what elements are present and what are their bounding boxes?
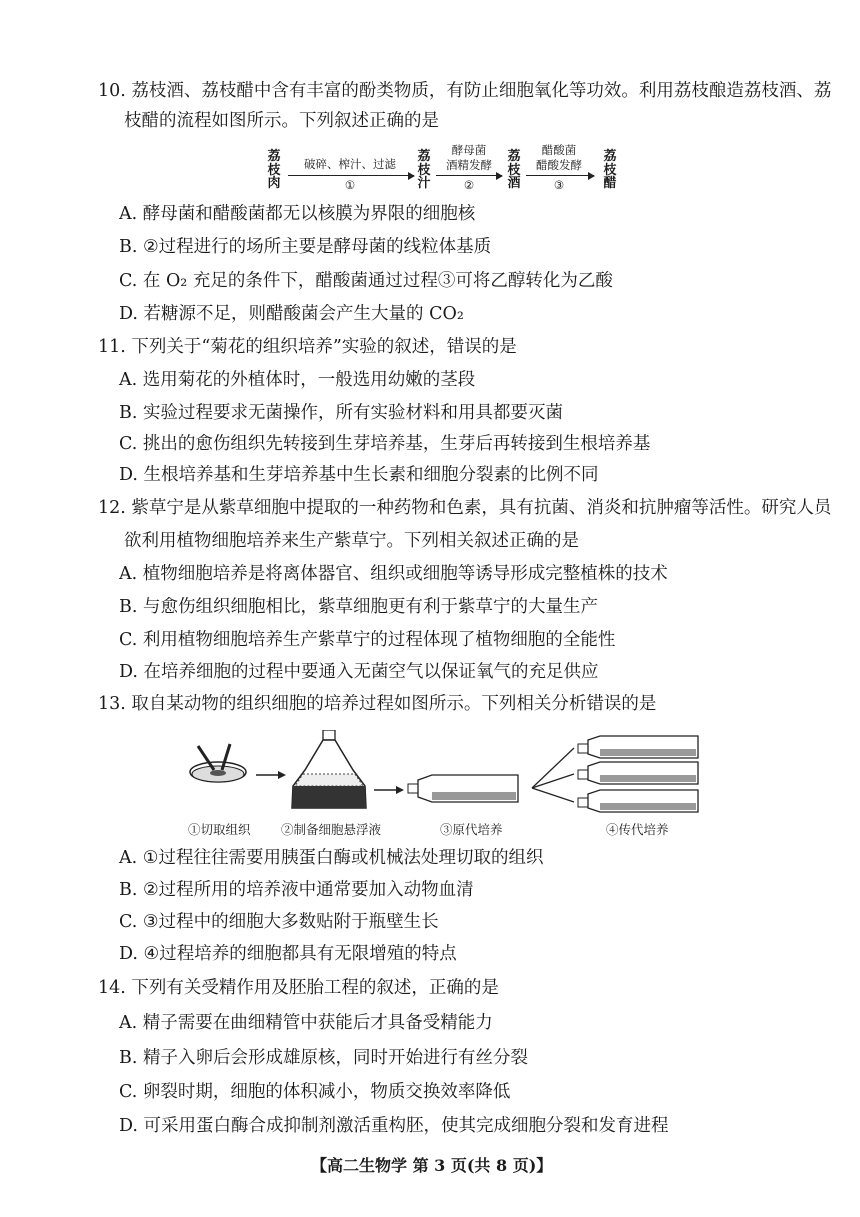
flow-step2-label2: 酒精发酵 <box>446 158 492 172</box>
flow-arrow-3 <box>526 175 594 176</box>
flow-step3-label1: 醋酸菌 <box>541 143 577 157</box>
flow-step2-label1: 酵母菌 <box>451 143 487 157</box>
q13-option-a: A. ①过程往往需要用胰蛋白酶或机械法处理切取的组织 <box>119 848 544 868</box>
q11-option-d: D. 生根培养基和生芽培养基中生长素和细胞分裂素的比例不同 <box>119 465 599 485</box>
fig-label-cut-tissue: ①切取组织 <box>188 822 251 837</box>
culture-bottle-icon <box>578 736 698 758</box>
q13-cell-culture-figure <box>180 730 710 840</box>
arrow-icon <box>374 786 404 794</box>
branch-arrows-icon <box>532 748 574 802</box>
arrow-icon <box>256 771 286 779</box>
q10-flow-diagram <box>266 140 626 202</box>
q12-stem-line1: 12. 紫草宁是从紫草细胞中提取的一种药物和色素，具有抗菌、消炎和抗肿瘤等活性。研究人员 <box>98 498 832 518</box>
q10-option-b: B. ②过程进行的场所主要是酵母菌的线粒体基质 <box>119 237 492 257</box>
flow-step1-label: 破碎、榨汁、过滤 <box>304 157 396 171</box>
petri-dish-icon <box>190 744 246 782</box>
page-footer: 【高二生物学 第 3 页(共 8 页)】 <box>311 1156 553 1175</box>
flow-step2-num: ② <box>463 178 475 192</box>
fig-label-subculture: ④传代培养 <box>606 822 669 837</box>
q10-stem-line2: 枝醋的流程如图所示。下列叙述正确的是 <box>124 111 439 131</box>
flow-arrow-1 <box>288 175 414 176</box>
flow-step3-num: ③ <box>553 178 565 192</box>
flow-node-lychee-wine: 荔 枝 酒 <box>507 149 521 191</box>
flask-icon <box>292 730 366 808</box>
q14-option-a: A. 精子需要在曲细精管中获能后才具备受精能力 <box>119 1013 493 1033</box>
culture-bottle-icon <box>578 790 698 812</box>
q10-option-a: A. 酵母菌和醋酸菌都无以核膜为界限的细胞核 <box>119 204 476 224</box>
fig-label-cell-suspension: ②制备细胞悬浮液 <box>281 822 382 837</box>
q12-option-c: C. 利用植物细胞培养生产紫草宁的过程体现了植物细胞的全能性 <box>119 630 616 650</box>
flow-arrow-2 <box>436 175 502 176</box>
culture-bottle-icon <box>408 775 518 802</box>
q10-option-d: D. 若糖源不足，则醋酸菌会产生大量的 CO₂ <box>119 304 464 324</box>
flow-node-lychee-juice: 荔 枝 汁 <box>417 149 431 191</box>
q13-option-d: D. ④过程培养的细胞都具有无限增殖的特点 <box>119 944 457 964</box>
q10-option-c: C. 在 O₂ 充足的条件下，醋酸菌通过过程③可将乙醇转化为乙酸 <box>119 271 613 291</box>
q14-option-c: C. 卵裂时期，细胞的体积减小，物质交换效率降低 <box>119 1082 511 1102</box>
flow-step1-num: ① <box>344 178 356 192</box>
q13-option-c: C. ③过程中的细胞大多数贴附于瓶壁生长 <box>119 912 439 932</box>
q14-option-b: B. 精子入卵后会形成雄原核，同时开始进行有丝分裂 <box>119 1048 528 1068</box>
q14-stem: 14. 下列有关受精作用及胚胎工程的叙述，正确的是 <box>98 978 499 998</box>
q11-stem: 11. 下列关于“菊花的组织培养”实验的叙述，错误的是 <box>98 337 517 357</box>
q14-option-d: D. 可采用蛋白酶合成抑制剂激活重构胚，使其完成细胞分裂和发育进程 <box>119 1116 669 1136</box>
flow-node-lychee-vinegar: 荔 枝 醋 <box>603 149 617 191</box>
q12-option-b: B. 与愈伤组织细胞相比，紫草细胞更有利于紫草宁的大量生产 <box>119 597 598 617</box>
q11-option-a: A. 选用菊花的外植体时，一般选用幼嫩的茎段 <box>119 370 476 390</box>
q12-option-d: D. 在培养细胞的过程中要通入无菌空气以保证氧气的充足供应 <box>119 662 599 682</box>
flow-step3-label2: 醋酸发酵 <box>536 158 582 172</box>
q12-stem-line2: 欲利用植物细胞培养来生产紫草宁。下列相关叙述正确的是 <box>124 531 579 551</box>
flow-node-lychee-flesh: 荔 枝 肉 <box>267 149 281 191</box>
culture-bottle-icon <box>578 762 698 784</box>
q12-option-a: A. 植物细胞培养是将离体器官、组织或细胞等诱导形成完整植株的技术 <box>119 564 668 584</box>
q13-stem: 13. 取自某动物的组织细胞的培养过程如图所示。下列相关分析错误的是 <box>98 694 657 714</box>
q13-option-b: B. ②过程所用的培养液中通常要加入动物血清 <box>119 880 474 900</box>
q11-option-b: B. 实验过程要求无菌操作，所有实验材料和用具都要灭菌 <box>119 403 563 423</box>
q11-option-c: C. 挑出的愈伤组织先转接到生芽培养基，生芽后再转接到生根培养基 <box>119 434 651 454</box>
cell-culture-illustration <box>180 730 710 822</box>
fig-label-primary-culture: ③原代培养 <box>440 822 503 837</box>
q10-stem-line1: 10. 荔枝酒、荔枝醋中含有丰富的酚类物质，有防止细胞氧化等功效。利用荔枝酿造荔枝酒、荔 <box>98 81 832 101</box>
